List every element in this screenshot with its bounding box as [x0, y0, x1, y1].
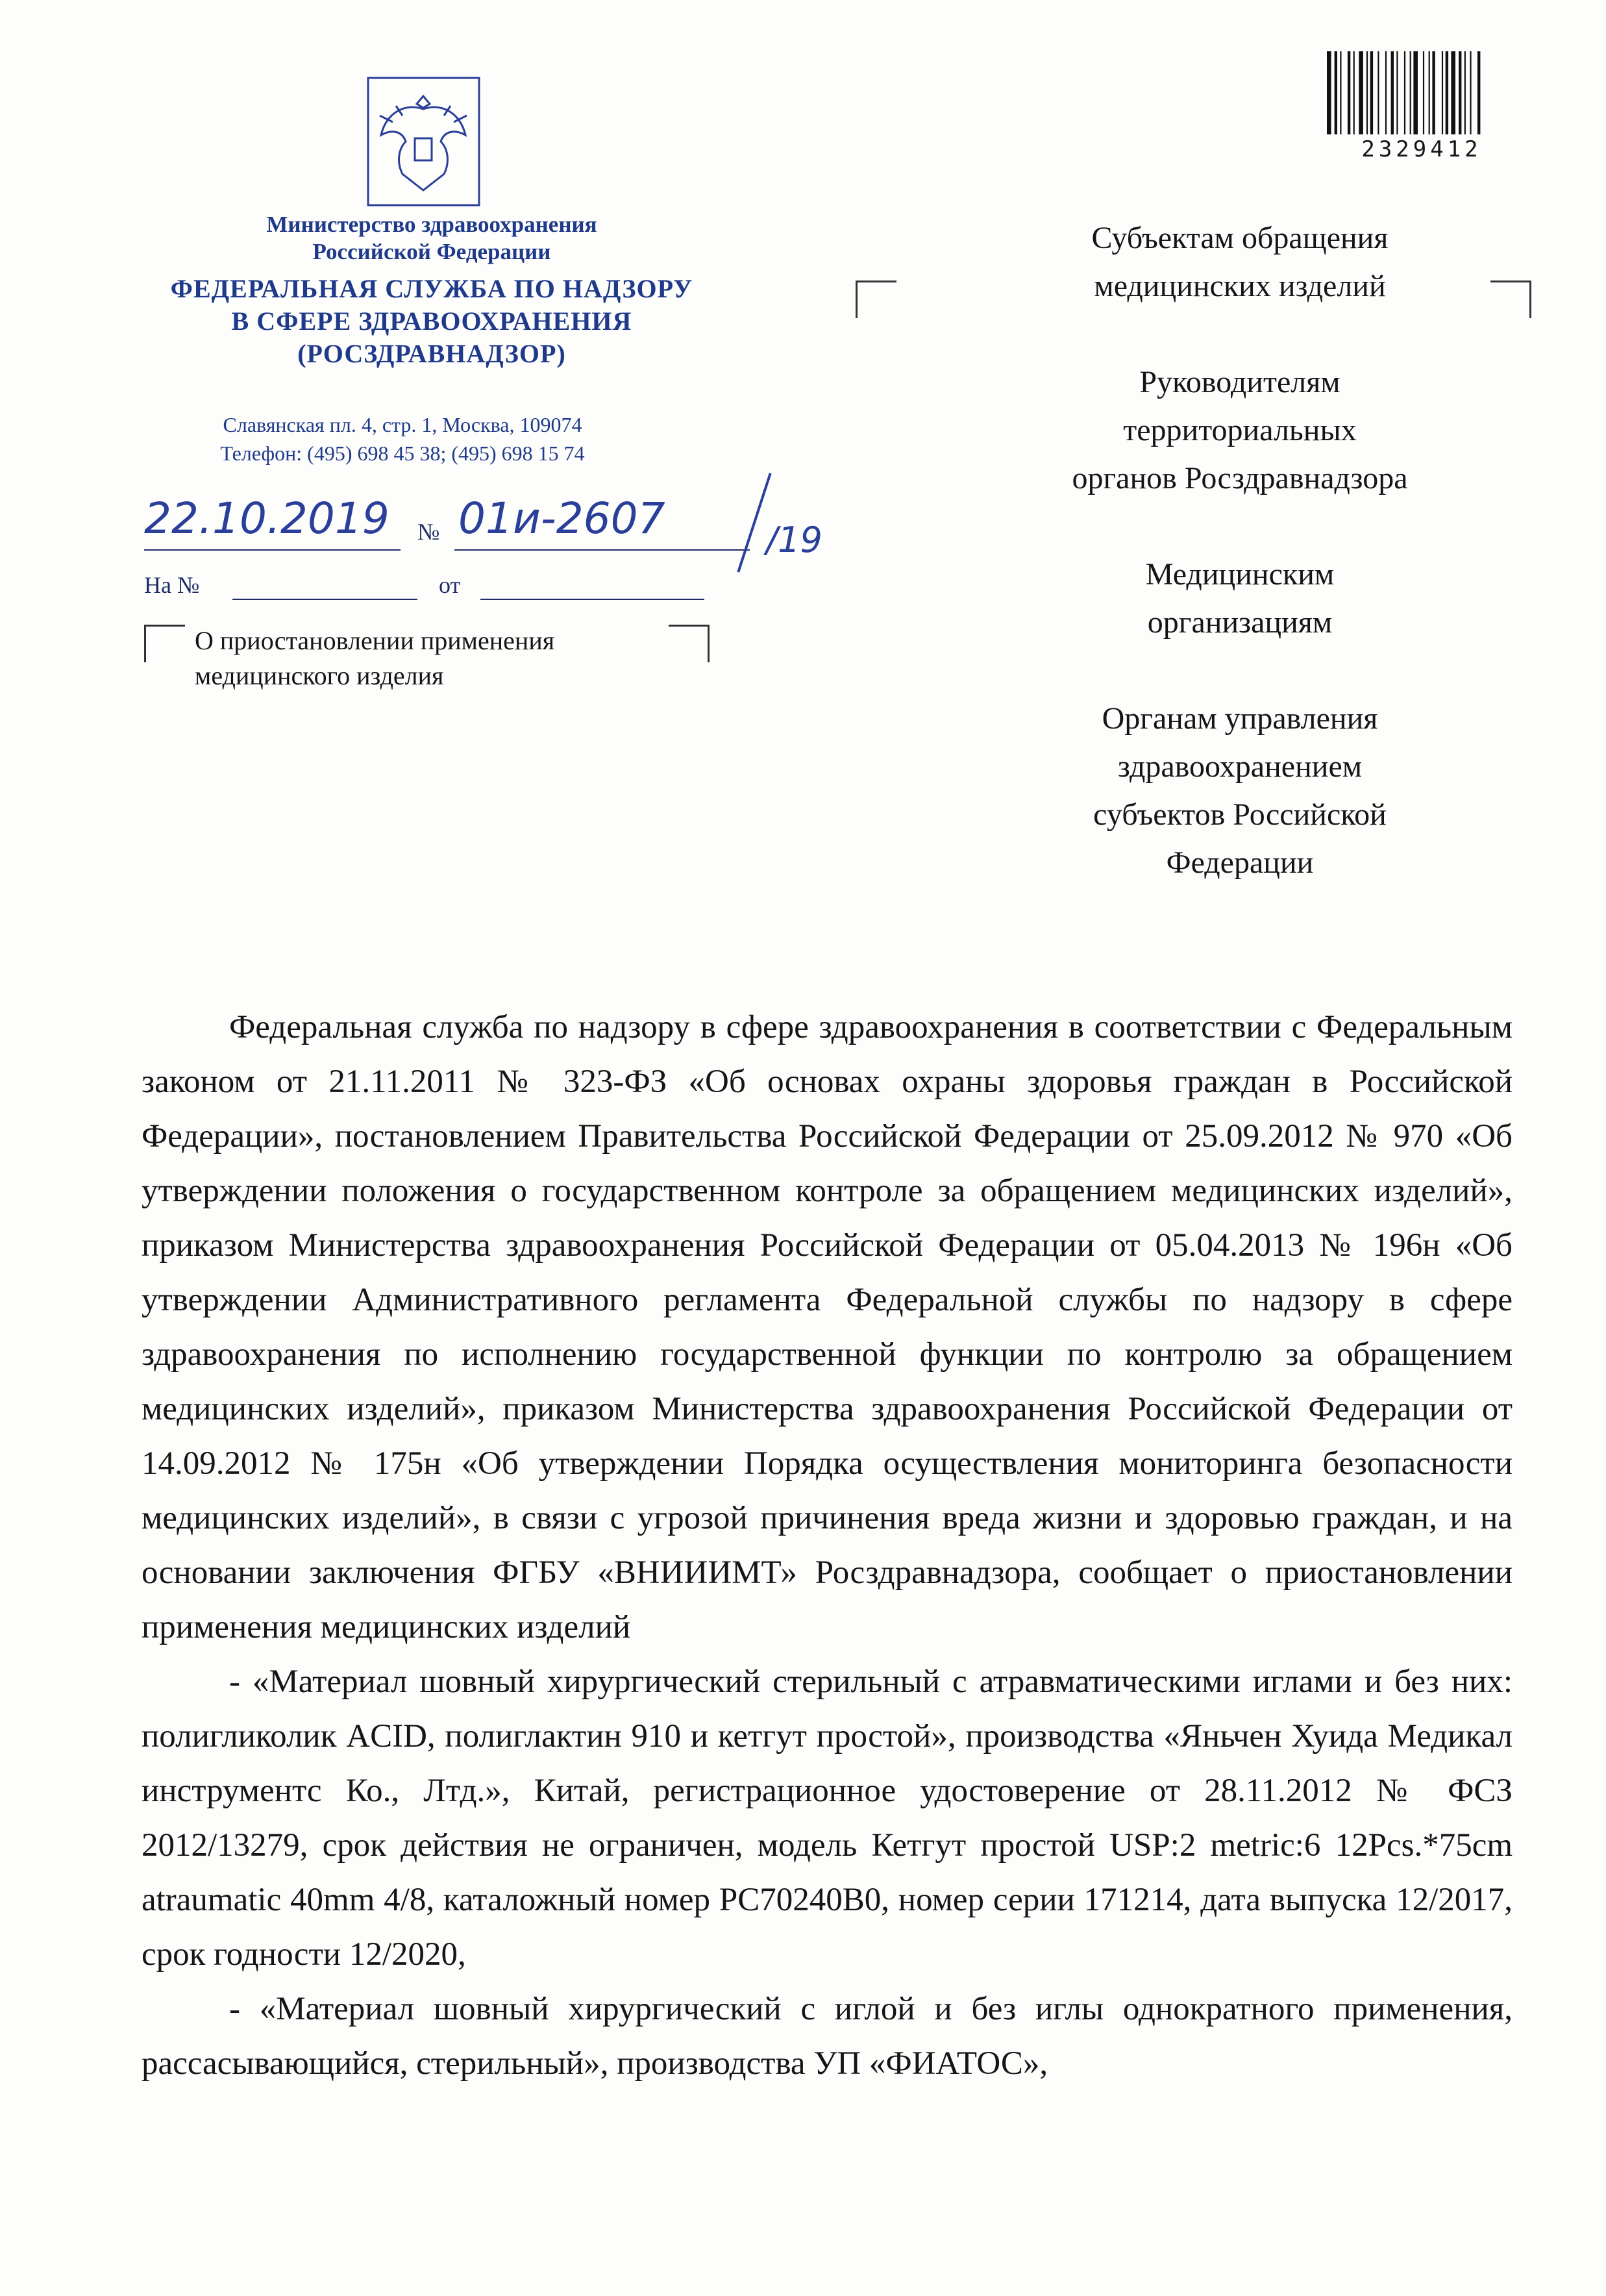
barcode-number: 2329412: [1361, 136, 1482, 162]
addressee-line: территориальных: [1123, 413, 1357, 447]
barcode: [1324, 49, 1519, 140]
subject-corner-left: [144, 625, 185, 662]
date-underline: [144, 549, 401, 551]
barcode-bar: [1396, 51, 1398, 134]
subject-line-1: О приостановлении применения: [195, 626, 555, 655]
letter-body: [142, 1000, 1513, 2091]
letter-subject: [195, 623, 701, 693]
addressee-line: здравоохранением: [1117, 749, 1363, 784]
agency-line-1: ФЕДЕРАЛЬНАЯ СЛУЖБА ПО НАДЗОРУ: [170, 274, 693, 303]
addressee-line: Федерации: [1166, 845, 1314, 880]
addressee-corner-right: [1490, 281, 1531, 318]
address-line-2: Телефон: (495) 698 45 38; (495) 698 15 74: [220, 442, 585, 465]
addressee-line: Органам управления: [1102, 701, 1378, 736]
barcode-bar: [1459, 51, 1461, 134]
addressee-line: Руководителям: [1139, 365, 1340, 399]
addressee-group: [993, 695, 1487, 887]
barcode-bar: [1335, 51, 1337, 134]
body-paragraph: - «Материал шовный хирургический с иглой и без иглы однократного применения, рассасывающийся, стерильный», производства УП «ФИАТОС»,: [142, 1991, 1513, 2082]
barcode-bar: [1442, 51, 1443, 134]
ministry-line-1: Министерство здравоохранения: [266, 212, 597, 237]
registration-date: 22.10.2019: [144, 493, 389, 543]
addressee-line: Медицинским: [1145, 557, 1335, 592]
addressee-list: [993, 214, 1487, 935]
barcode-bar: [1359, 51, 1363, 134]
barcode-bar: [1353, 51, 1355, 134]
addressee-line: Субъектам обращения: [1091, 221, 1389, 255]
barcode-bar: [1410, 51, 1411, 134]
addressee-line: организациям: [1147, 605, 1333, 640]
reference-number-label: На №: [144, 572, 200, 598]
ministry-line-2: Российской Федерации: [312, 239, 551, 264]
addressee-group: [993, 358, 1487, 503]
addressee-group: [993, 214, 1487, 310]
number-underline: [454, 549, 750, 551]
addressee-line: органов Росздравнадзора: [1072, 461, 1408, 495]
barcode-bar: [1423, 51, 1424, 134]
barcode-bar: [1413, 51, 1418, 134]
barcode-bar: [1404, 51, 1405, 134]
sender-address: [143, 410, 662, 468]
addressee-corner-left: [856, 281, 896, 318]
reference-number-line: [232, 599, 417, 600]
registration-number: 01и-2607: [458, 493, 665, 543]
barcode-bar: [1391, 51, 1394, 134]
barcode-bar: [1470, 51, 1471, 134]
ministry-name: [156, 211, 708, 266]
barcode-bar: [1348, 51, 1350, 134]
barcode-bar: [1464, 51, 1466, 134]
reference-from-label: от: [439, 572, 461, 598]
reference-date-line: [480, 599, 704, 600]
addressee-group: [993, 551, 1487, 647]
barcode-bar: [1477, 51, 1480, 134]
barcode-bar: [1327, 51, 1331, 134]
barcode-bar: [1366, 51, 1368, 134]
barcode-bar: [1429, 51, 1430, 134]
agency-line-2: В СФЕРЕ ЗДРАВООХРАНЕНИЯ: [231, 306, 632, 336]
barcode-bar: [1340, 51, 1341, 134]
address-line-1: Славянская пл. 4, стр. 1, Москва, 109074: [223, 413, 582, 436]
barcode-bar: [1446, 51, 1448, 134]
addressee-line: медицинских изделий: [1094, 269, 1386, 303]
coat-of-arms-emblem: [367, 77, 480, 206]
body-paragraph: - «Материал шовный хирургический стерильный с атравматическими иглами и без них: полигликолик ACID, полиглактин 910 и кетгут простой», производства «Яньчен Хуида Медикал инструментс Ко., Лтд.», Китай, регистрационное удостоверение от 28.11.2012 № ФСЗ 2012/13279, срок действия не ограничен, модель Кетгут простой USP:2 metric:6 12Pcs.*75cm atraumatic 40mm 4/8, каталожный номер PC70240B0, номер серии 171214, дата выпуска 12/2017, срок годности 12/2020,: [142, 1664, 1513, 1973]
registration-number-suffix: /19: [766, 519, 822, 560]
body-paragraph: Федеральная служба по надзору в сфере здравоохранения в соответствии с Федеральным законом от 21.11.2011 № 323-ФЗ «Об основах охраны здоровья граждан в Российской Федерации», постановлением Правительства Российской Федерации от 25.09.2012 № 970 «Об утверждении положения о государственном контроле за обращением медицинских изделий», приказом Министерства здравоохранения Российской Федерации от 05.04.2013 № 196н «Об утверждении Административного регламента Федеральной службы по надзору в сфере здравоохранения по исполнению государственной функции по контролю за обращением медицинских изделий», приказом Министерства здравоохранения Российской Федерации от 14.09.2012 № 175н «Об утверждении Порядка осуществления мониторинга безопасности медицинских изделий», в связи с угрозой причинения вреда жизни и здоровью граждан, и на основании заключения ФГБУ «ВНИИИМТ» Росздравнадзора, сообщает о приостановлении применения медицинских изделий: [142, 1009, 1513, 1645]
barcode-bar: [1377, 51, 1379, 134]
addressee-line: субъектов Российской: [1093, 797, 1387, 832]
barcode-bar: [1370, 51, 1373, 134]
barcode-bar: [1385, 51, 1387, 134]
number-sign: №: [417, 519, 440, 545]
barcode-bar: [1432, 51, 1435, 134]
agency-line-3: (РОСЗДРАВНАДЗОР): [297, 339, 566, 368]
barcode-bar: [1451, 51, 1455, 134]
agency-name: [123, 273, 740, 370]
subject-line-2: медицинского изделия: [195, 661, 444, 690]
